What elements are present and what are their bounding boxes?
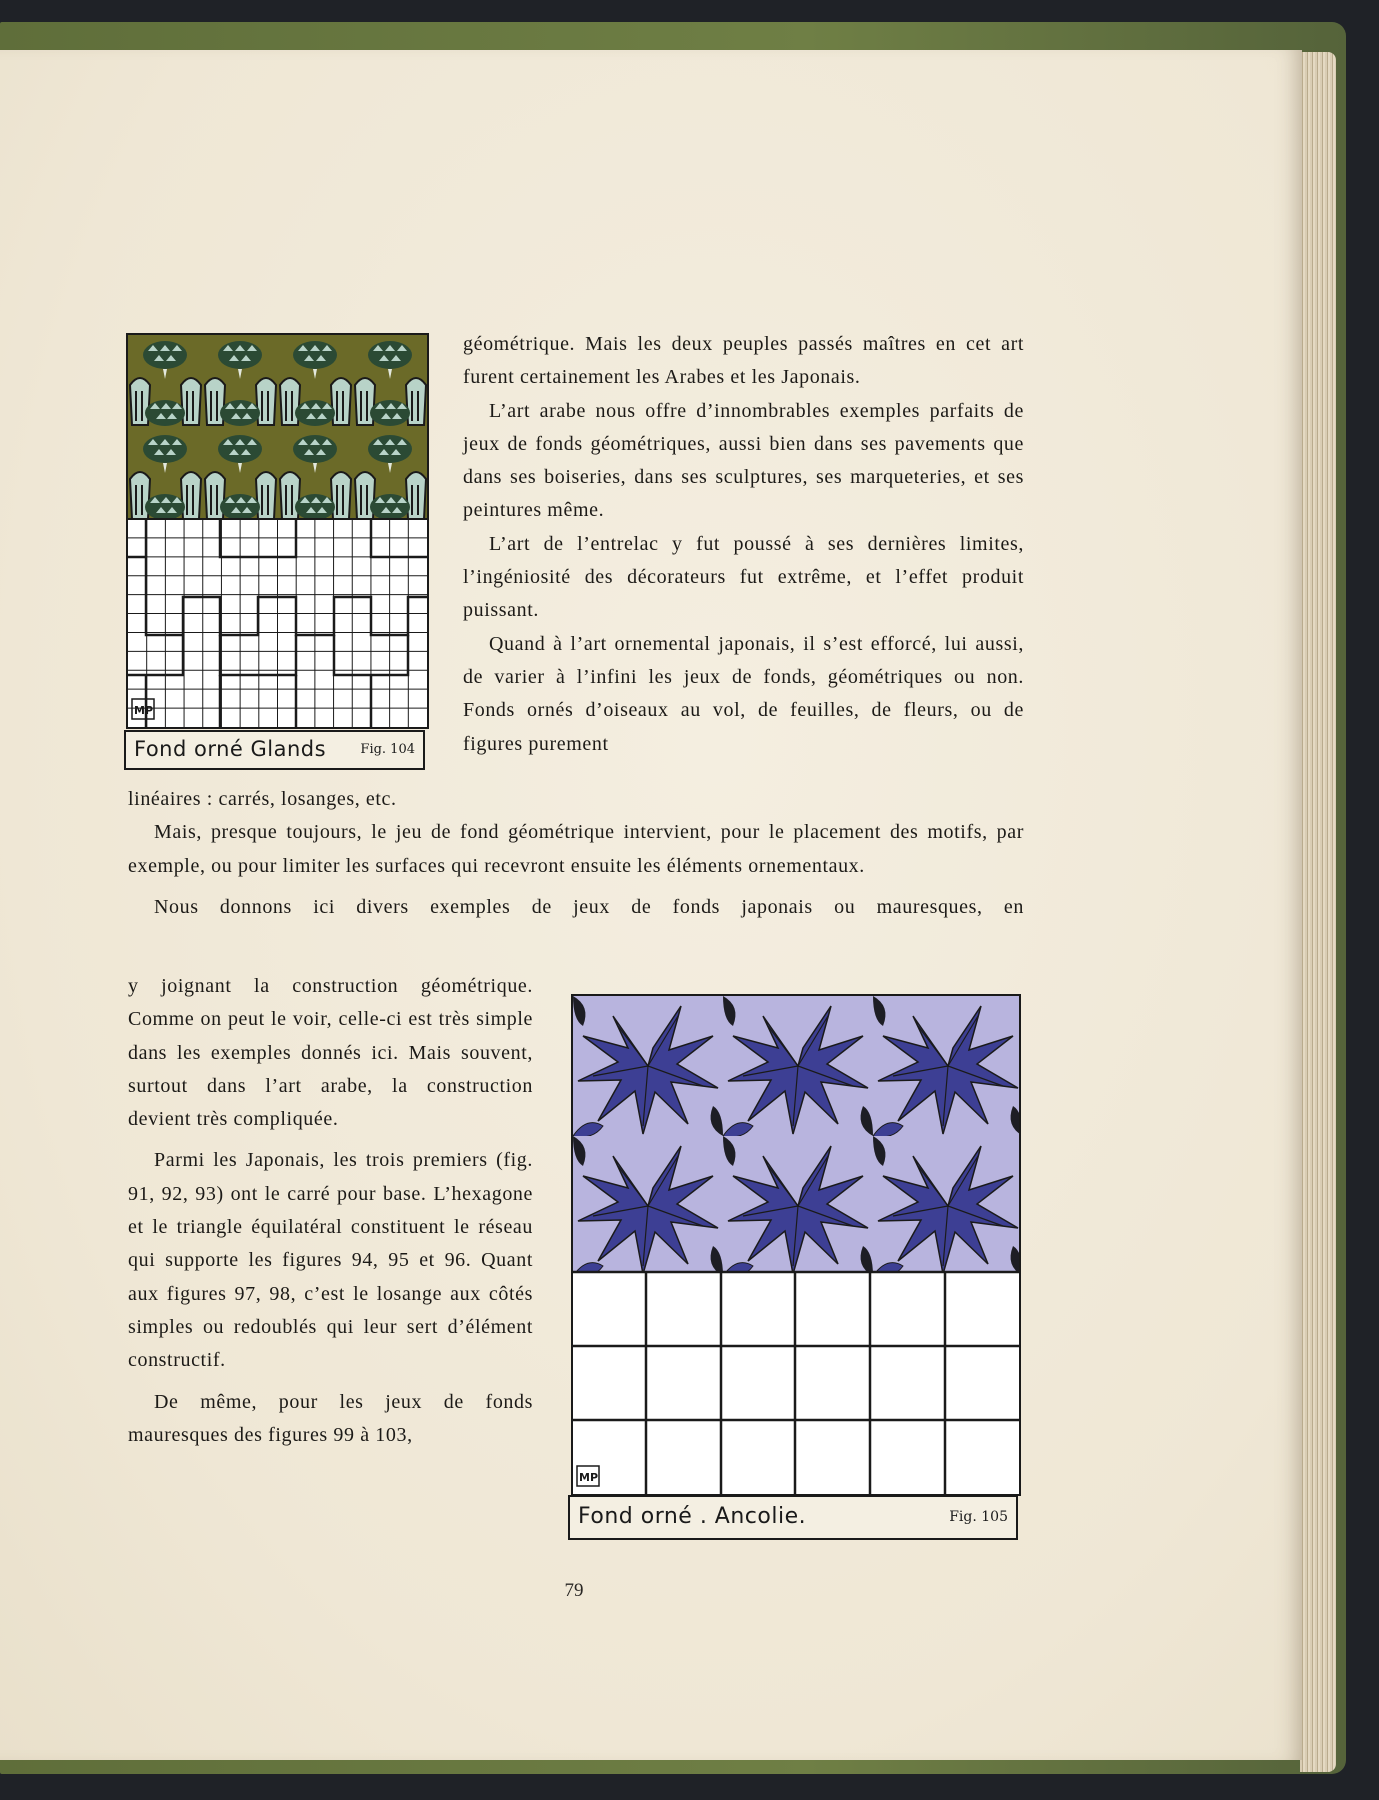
- paragraph: Parmi les Japonais, les trois premiers (fig. 91, 92, 93) ont le carré pour base. L’hexagone et le triangle équilatéral constituent le réseau qui supporte les figures 94, 95 et 96. Quant aux figures 97, 98, c’est le losange aux côtés simples ou redoublés qui leur sert d’élément constructif.: [128, 1149, 533, 1372]
- figure-105-caption: [568, 1495, 1018, 1540]
- paragraph: L’art de l’entrelac y fut poussé à ses dernières limites, l’ingéniosité des décorateurs fut extrême, et l’effet produit puissant.: [463, 532, 1024, 622]
- paragraph: géométrique. Mais les deux peuples passés maîtres en cet art furent certainement les Arabes et les Japonais.: [463, 333, 1024, 389]
- ancolie-pattern: [573, 996, 1019, 1494]
- paragraph: y joignant la construction géométrique. Comme on peut le voir, celle-ci est très simple dans les exemples donnés ici. Mais souvent, surtout dans l’art arabe, la construction devient très compliquée.: [128, 975, 533, 1131]
- figure-104-plate: [126, 333, 429, 729]
- page-number: 79: [564, 1580, 584, 1601]
- paragraph: linéaires : carrés, losanges, etc.: [128, 788, 397, 810]
- paragraph: Mais, presque toujours, le jeu de fond géométrique intervient, pour le placement des motifs, par exemple, ou pour limiter les surfaces qui recevront ensuite les éléments ornementaux.: [128, 821, 1024, 877]
- figure-104-number: Fig. 104: [360, 742, 415, 757]
- glands-pattern: [128, 335, 427, 727]
- text-full-width: [128, 783, 1024, 924]
- paragraph: L’art arabe nous offre d’innombrables exemples parfaits de jeux de fonds géométriques, aussi bien dans ses pavements que dans ses boiseries, dans ses sculptures, ses marqueteries, et ses peintures même.: [463, 399, 1024, 522]
- figure-105-number: Fig. 105: [949, 1509, 1008, 1525]
- figure-105: [571, 994, 1021, 1540]
- monogram-text: MP: [579, 1471, 599, 1484]
- figure-104-title: Fond orné Glands: [134, 737, 327, 761]
- figure-105-title: Fond orné . Ancolie.: [578, 1504, 807, 1529]
- figure-104-caption: [124, 730, 425, 770]
- page-edges: [1300, 52, 1336, 1772]
- paragraph: Nous donnons ici divers exemples de jeux de fonds japonais ou mauresques, en: [154, 895, 1024, 918]
- paragraph: De même, pour les jeux de fonds mauresques des figures 99 à 103,: [128, 1390, 533, 1446]
- paragraph: Quand à l’art ornemental japonais, il s’est efforcé, lui aussi, de varier à l’infini les jeux de fonds, géométriques ou non. Fonds ornés d’oiseaux au vol, de feuilles, de fleurs, ou de figures purement: [463, 632, 1024, 755]
- figure-105-plate: [571, 994, 1021, 1496]
- text-column-right: [463, 328, 1024, 761]
- monogram-text: MP: [134, 704, 154, 717]
- book-page: [0, 50, 1302, 1760]
- figure-104: [126, 333, 427, 771]
- text-column-left: [128, 970, 533, 1452]
